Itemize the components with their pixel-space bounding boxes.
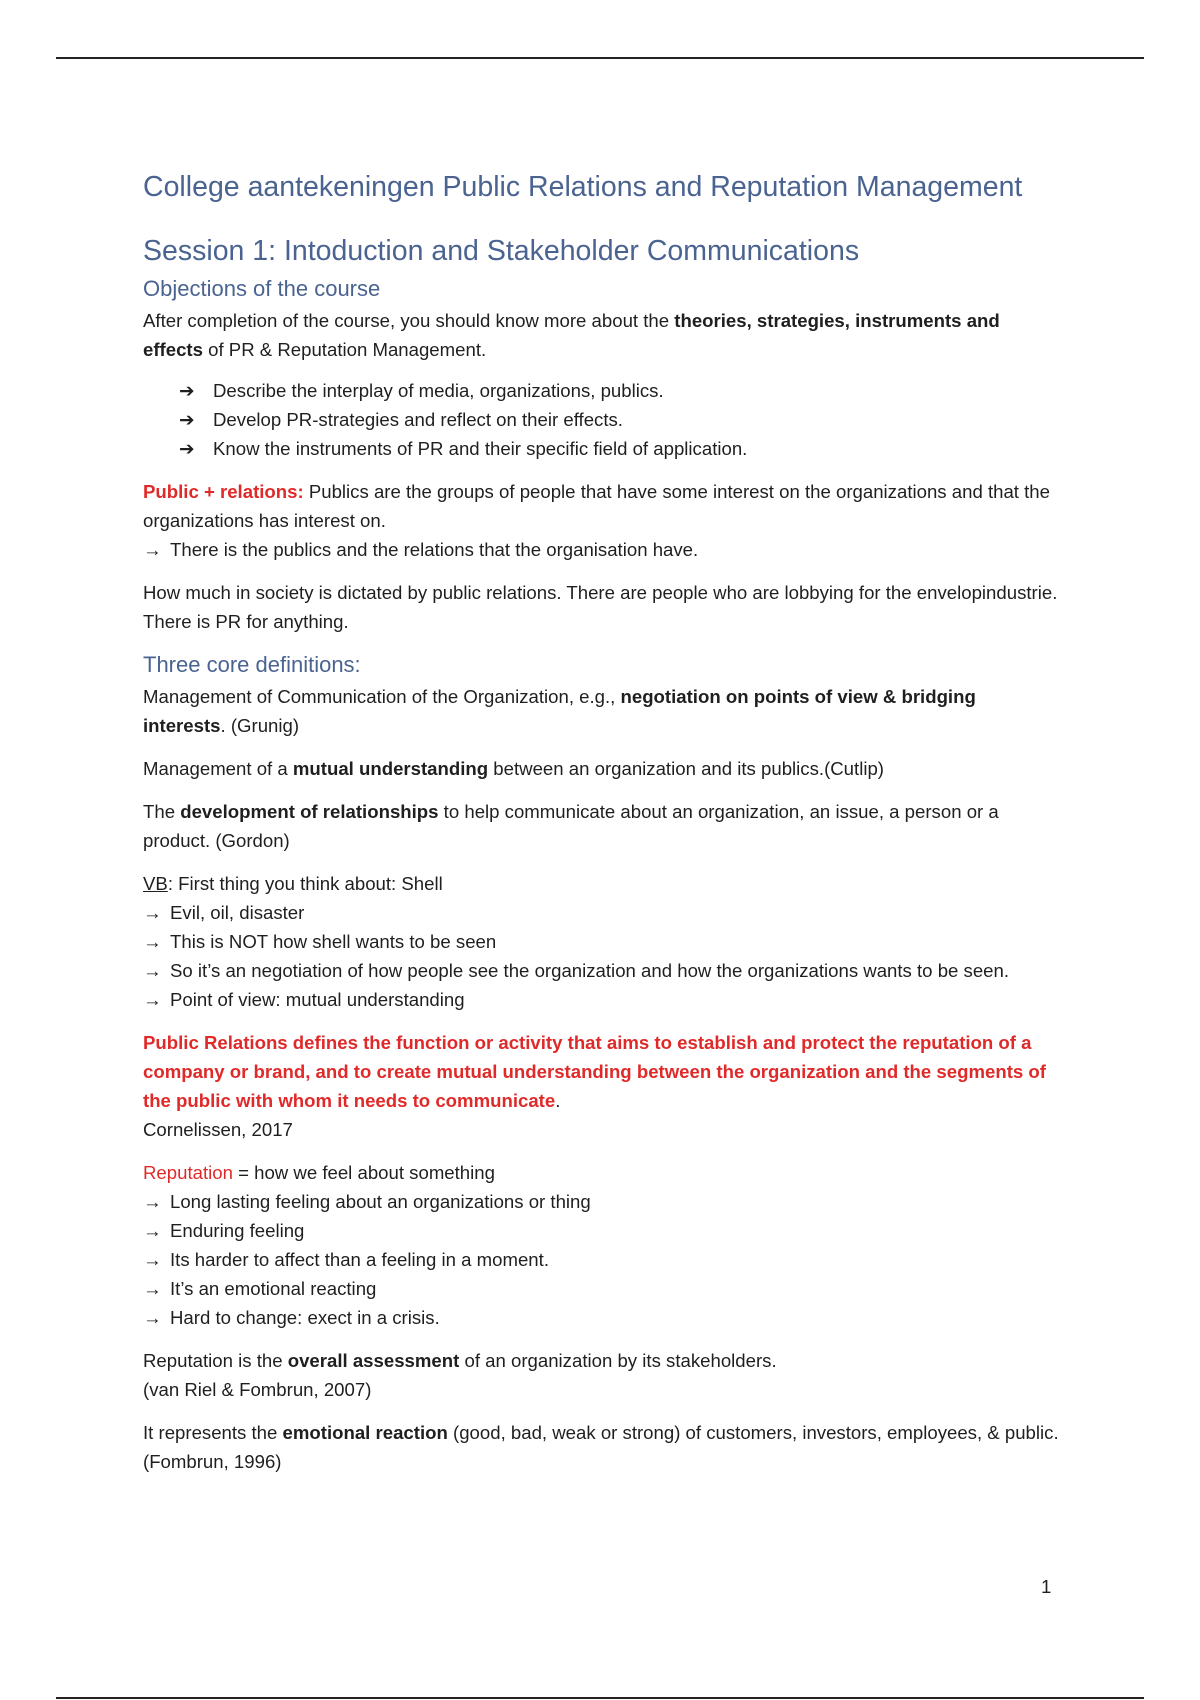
arrow-right-icon: → — [143, 1191, 162, 1212]
arrow-right-icon: → — [143, 902, 162, 923]
objections-intro: After completion of the course, you should know more about the theories, strategies, instruments and effects of PR & Reputation Management. — [143, 310, 1000, 360]
document-body — [143, 168, 1063, 1490]
arrow-right-icon: → — [143, 1220, 162, 1241]
arrow-right-icon: → — [143, 989, 162, 1010]
arrow-right-icon: → — [143, 1278, 162, 1299]
arrow-right-icon: → — [143, 931, 162, 952]
list-item: ➔ Develop PR-strategies and reflect on their effects. — [179, 405, 1063, 434]
list-item: → So it’s an negotiation of how people see the organization and how the organizations wants to be seen. — [143, 956, 1063, 985]
definition-gordon: The development of relationships to help communicate about an organization, an issue, a person or a product. (Gordon) — [143, 801, 999, 851]
emotional-paragraph: It represents the emotional reaction (good, bad, weak or strong) of customers, investors, employees, & public. (Fombrun, 1996) — [143, 1422, 1059, 1472]
list-item: ➔ Describe the interplay of media, organizations, publics. — [179, 376, 1063, 405]
arrow-right-icon: ➔ — [179, 409, 195, 430]
arrow-right-icon: → — [143, 1249, 162, 1270]
list-item: → Hard to change: exect in a crisis. — [143, 1303, 1063, 1332]
society-paragraph: How much in society is dictated by public relations. There are people who are lobbying for the envelopindustrie. There is PR for anything. — [143, 582, 1058, 632]
example-block — [143, 869, 1063, 1014]
list-item: → It’s an emotional reacting — [143, 1274, 1063, 1303]
example-intro: VB: First thing you think about: Shell — [143, 873, 443, 894]
public-relations-paragraph: Public + relations: Publics are the groups of people that have some interest on the organizations and that the organizations has interest on. — [143, 481, 1050, 531]
pr-definition-quote: Public Relations defines the function or activity that aims to establish and protect the reputation of a company or brand, and to create mutual understanding between the organization and the segments of the public with whom it needs to communicate. — [143, 1032, 1046, 1111]
objections-list — [179, 376, 1063, 463]
arrow-right-icon: ➔ — [179, 438, 195, 459]
definition-grunig: Management of Communication of the Organization, e.g., negotiation on points of view & bridging interests. (Grunig) — [143, 686, 976, 736]
session-heading: Session 1: Intoduction and Stakeholder Communications — [143, 235, 860, 267]
page-number: 1 — [1041, 1576, 1052, 1597]
definitions-heading: Three core definitions: — [143, 652, 361, 677]
bottom-rule — [56, 1697, 1144, 1699]
arrow-right-icon: → — [143, 960, 162, 981]
assessment-paragraph: Reputation is the overall assessment of an organization by its stakeholders. — [143, 1350, 777, 1371]
document-title: College aantekeningen Public Relations and Reputation Management — [143, 171, 1023, 203]
list-item: → Long lasting feeling about an organizations or thing — [143, 1187, 1063, 1216]
list-item: → Evil, oil, disaster — [143, 898, 1063, 927]
public-relations-arrow-line: → There is the publics and the relations that the organisation have. — [143, 535, 1063, 564]
reputation-block — [143, 1158, 1063, 1332]
arrow-right-icon: ➔ — [179, 380, 195, 401]
arrow-right-icon: → — [143, 539, 162, 560]
definition-cutlip: Management of a mutual understanding between an organization and its publics.(Cutlip) — [143, 758, 884, 779]
list-item: → Point of view: mutual understanding — [143, 985, 1063, 1014]
list-item: → Enduring feeling — [143, 1216, 1063, 1245]
assessment-citation: (van Riel & Fombrun, 2007) — [143, 1379, 372, 1400]
objections-heading: Objections of the course — [143, 276, 381, 301]
top-rule — [56, 57, 1144, 59]
pr-definition-citation: Cornelissen, 2017 — [143, 1119, 293, 1140]
arrow-right-icon: → — [143, 1307, 162, 1328]
list-item: → This is NOT how shell wants to be seen — [143, 927, 1063, 956]
reputation-intro: Reputation = how we feel about something — [143, 1162, 495, 1183]
list-item: ➔ Know the instruments of PR and their specific field of application. — [179, 434, 1063, 463]
list-item: → Its harder to affect than a feeling in a moment. — [143, 1245, 1063, 1274]
